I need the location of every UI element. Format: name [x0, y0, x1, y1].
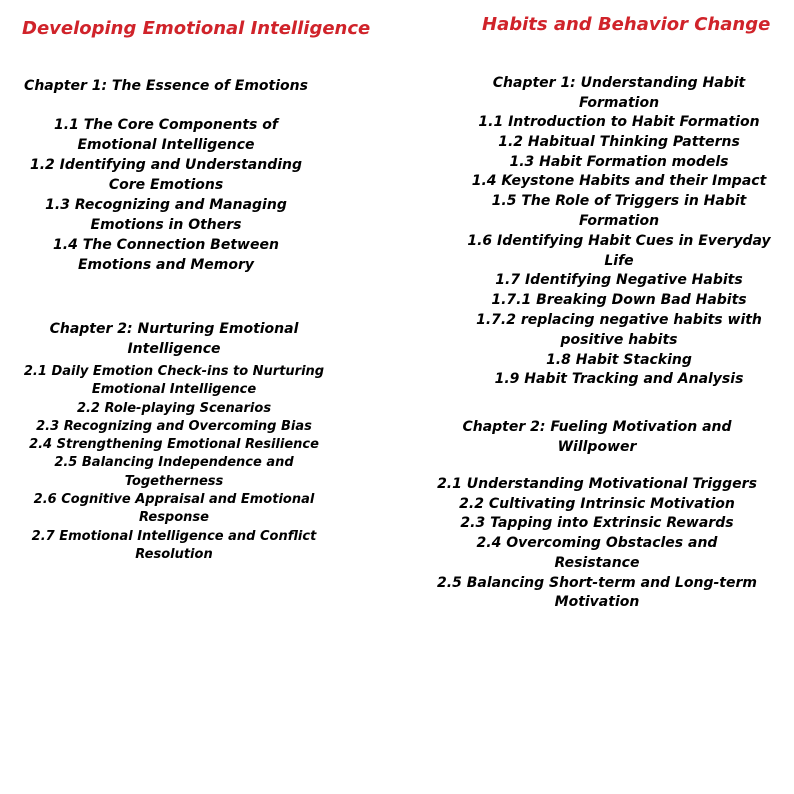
toc-list — [454, 113, 784, 390]
toc-item: 1.8 Habit Stacking — [546, 351, 692, 368]
toc-item: 1.7.2 replacing negative habits with positive habits — [476, 311, 762, 348]
toc-item: 2.2 Role-playing Scenarios — [76, 400, 272, 416]
book-title: Developing Emotional Intelligence — [22, 18, 371, 39]
toc-item: 2.1 Understanding Motivational Triggers — [437, 476, 757, 492]
toc-item: 1.2 Identifying and Understanding Core Emotions — [29, 157, 303, 193]
toc-item: 1.5 The Role of Triggers in Habit Formation — [491, 193, 747, 229]
right-column — [400, 0, 794, 794]
chapter-heading: Chapter 2: Fueling Motivation and Willpower — [462, 419, 732, 455]
toc-item: 2.5 Balancing Independence and Togetherness — [54, 455, 294, 489]
toc-item: 2.4 Strengthening Emotional Resilience — [29, 437, 319, 453]
chapter-heading: Chapter 2: Nurturing Emotional Intelligence — [49, 321, 299, 357]
book-title: Habits and Behavior Change — [482, 14, 771, 35]
toc-list — [436, 475, 758, 613]
toc-list — [16, 115, 316, 275]
toc-item: 1.7 Identifying Negative Habits — [495, 272, 743, 289]
toc-item: 2.7 Emotional Intelligence and Conflict Resolution — [31, 528, 317, 562]
chapter-heading: Chapter 1: The Essence of Emotions — [24, 78, 308, 94]
toc-list — [16, 363, 332, 564]
toc-item: 1.7.1 Breaking Down Bad Habits — [491, 292, 747, 309]
toc-item: 1.6 Identifying Habit Cues in Everyday Life — [467, 232, 771, 269]
toc-item: 1.2 Habitual Thinking Patterns — [498, 133, 740, 150]
toc-item: 1.1 Introduction to Habit Formation — [478, 114, 760, 130]
toc-item: 1.3 Habit Formation models — [509, 153, 729, 170]
toc-item: 2.1 Daily Emotion Check-ins to Nurturing Emotional Intelligence — [23, 364, 325, 398]
toc-item: 2.5 Balancing Short-term and Long-term Motivation — [437, 574, 757, 611]
toc-item: 1.1 The Core Components of Emotional Intelligence — [54, 117, 278, 153]
toc-item: 1.3 Recognizing and Managing Emotions in Others — [45, 197, 287, 233]
toc-item: 1.4 The Connection Between Emotions and Memory — [53, 237, 279, 273]
toc-item: 2.3 Tapping into Extrinsic Rewards — [460, 515, 734, 532]
chapter-heading: Chapter 1: Understanding Habit Formation — [492, 75, 746, 111]
toc-item: 1.9 Habit Tracking and Analysis — [494, 371, 744, 388]
toc-item: 2.4 Overcoming Obstacles and Resistance — [476, 535, 718, 571]
toc-item: 2.2 Cultivating Intrinsic Motivation — [459, 495, 735, 512]
toc-item: 1.4 Keystone Habits and their Impact — [471, 173, 767, 190]
toc-item: 2.3 Recognizing and Overcoming Bias — [36, 418, 312, 434]
toc-item: 2.6 Cognitive Appraisal and Emotional Response — [33, 492, 315, 526]
